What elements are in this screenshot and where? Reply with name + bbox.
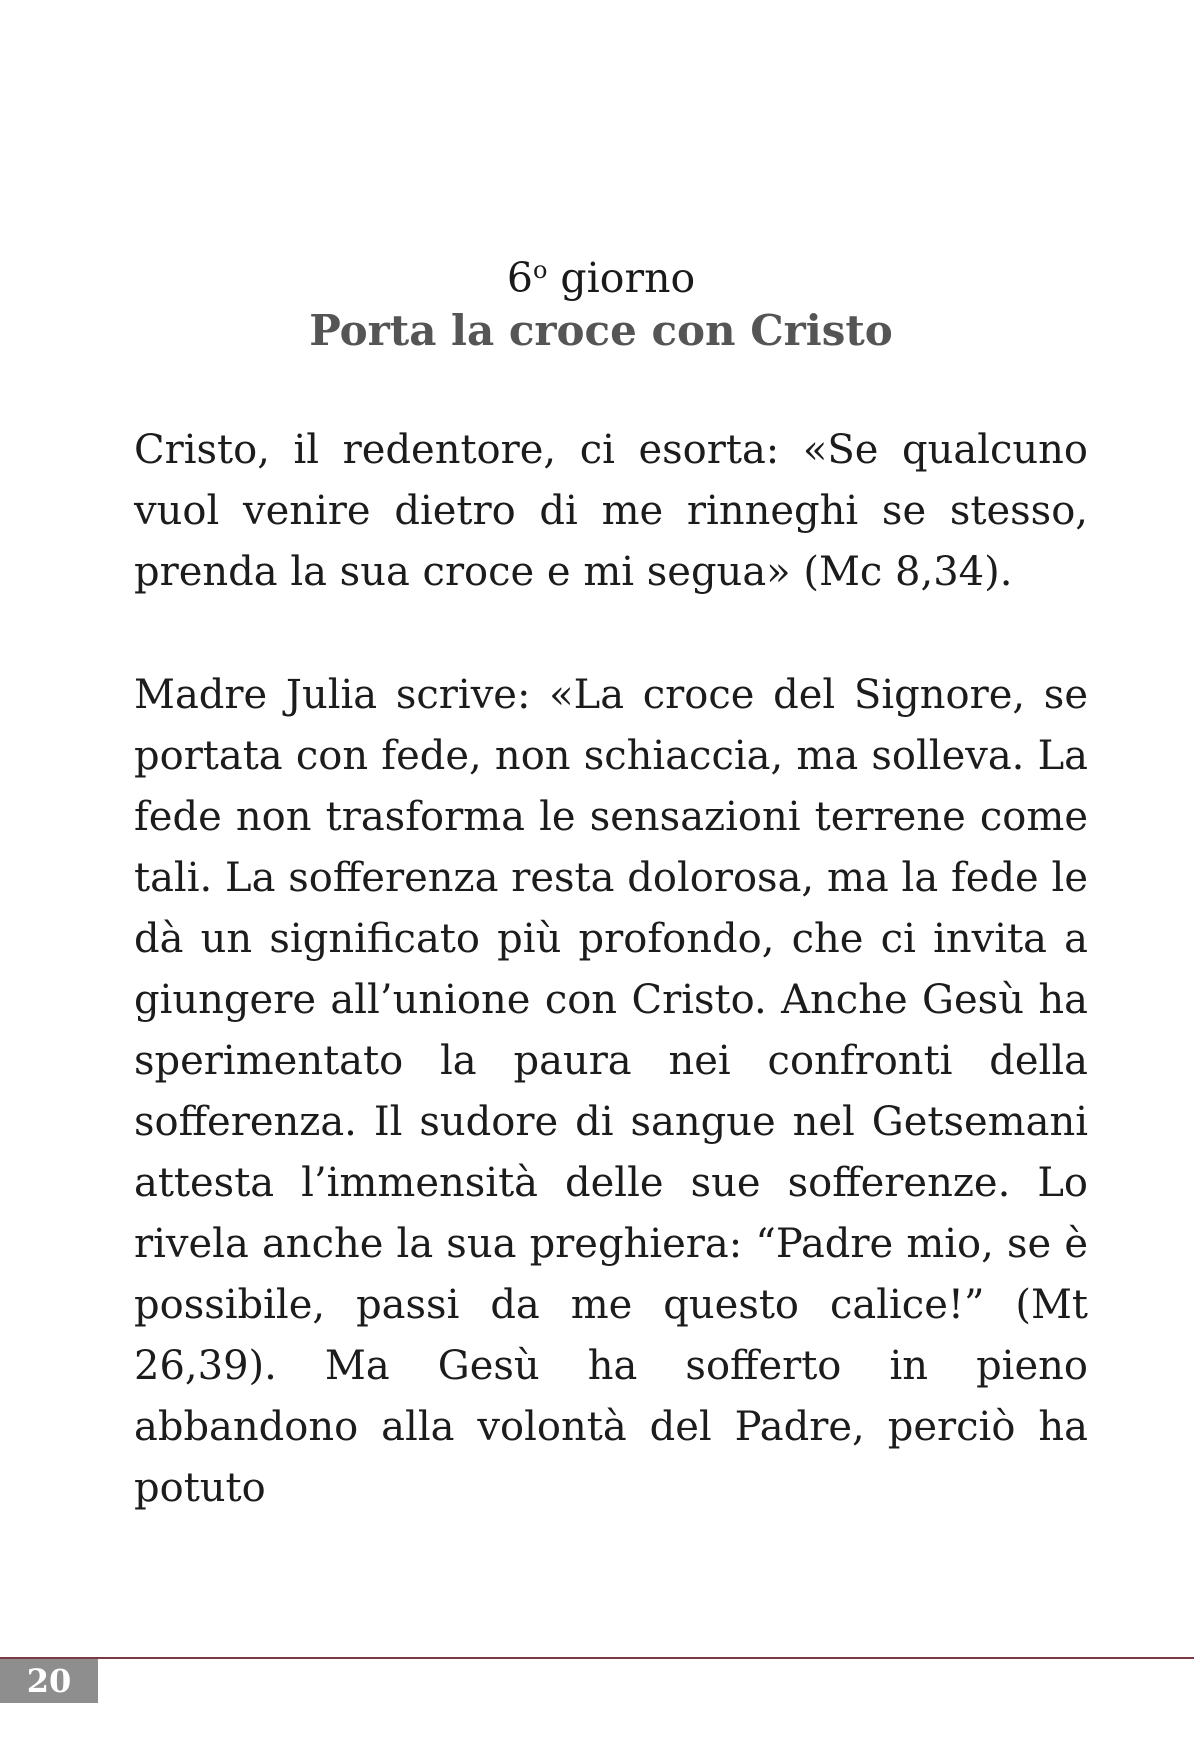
paragraph-quote: Madre Julia scrive: «La croce del Signore, se portata con fede, non schiaccia, ma solleva. La fede non trasforma le sensazioni terrene come tali. La sofferenza resta dolorosa, ma la fede le dà un significato più profondo, che ci invita a giungere all’unione con Cristo. Anche Gesù ha sperimentato la paura nei confronti della sofferenza. Il sudore di sangue nel Getsemani attesta l’immensità delle sue sofferenze. Lo rivela anche la sua preghiera: “Padre mio, se è possibile, passi da me questo calice!” (Mt 26,39). Ma Gesù ha sofferto in pieno abbandono alla volontà del Padre, perciò ha potuto — [134, 672, 1088, 1511]
paragraph-scripture: Cristo, il redentore, ci esorta: «Se qualcuno vuol venire dietro di me rinneghi se stesso, prenda la sua croce e mi segua» (Mc 8,34). — [134, 427, 1088, 595]
footer-rule — [0, 1657, 1194, 1659]
chapter-title: Porta la croce con Cristo — [309, 306, 893, 355]
day-heading — [0, 245, 1202, 303]
page-number-badge: 20 — [0, 1659, 98, 1703]
day-number: 6 — [506, 254, 533, 302]
day-word: giorno — [547, 254, 696, 302]
day-ordinal-suffix: o — [532, 256, 548, 284]
